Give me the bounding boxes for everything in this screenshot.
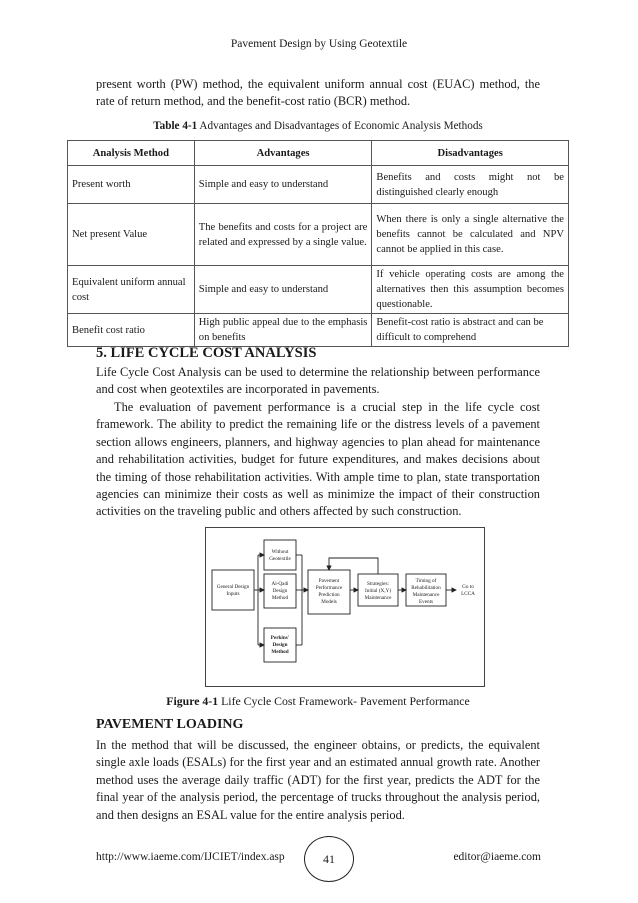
table-caption bbox=[67, 120, 569, 132]
figure-label: Geotextile bbox=[269, 556, 291, 562]
figure-label: Maintenance bbox=[412, 592, 440, 598]
figure-label: Design bbox=[272, 588, 288, 594]
table-cell-disadvantages: When there is only a single alternative the benefits cannot be calculated and NPV cannot be applied in this case. bbox=[372, 204, 569, 266]
footer-url[interactable]: http://www.iaeme.com/IJCIET/index.asp bbox=[96, 851, 285, 863]
section-heading: 5. LIFE CYCLE COST ANALYSIS bbox=[96, 345, 317, 361]
table-cell-method: Net present Value bbox=[68, 204, 195, 266]
table-header-row bbox=[68, 141, 569, 166]
section-paragraph: Life Cycle Cost Analysis can be used to determine the relationship between performance and cost when geotextiles are incorporated in pavements. bbox=[96, 365, 540, 397]
table-cell-method: Present worth bbox=[68, 166, 195, 204]
subsection-paragraph: In the method that will be discussed, the engineer obtains, or predicts, the equivalent single axle loads (ESALs) for the first year and an estimated annual growth rate. Another method uses the average daily traffic (ADT) for the first year, predicts the ADT for the final year of the analysis period, the percentage of trucks throughout the analysis period, and then designs an ESAL value for the entire analysis period. bbox=[96, 738, 540, 822]
table-row bbox=[68, 314, 569, 347]
figure-label: Rehabilitation bbox=[411, 585, 441, 591]
figure-label: Maintenance bbox=[364, 595, 392, 601]
figure-label: Inputs bbox=[226, 591, 240, 597]
figure-label: Perkins' bbox=[270, 635, 290, 641]
table-caption-text: Advantages and Disadvantages of Economic Analysis Methods bbox=[197, 120, 483, 132]
intro-paragraph: present worth (PW) method, the equivalent uniform annual cost (EUAC) method, the rate of return method, and the benefit-cost ratio (BCR) method. bbox=[96, 77, 540, 109]
feedback-arrow bbox=[329, 558, 378, 574]
figure-diagram bbox=[205, 527, 485, 687]
figure-label: Performance bbox=[315, 585, 343, 591]
figure-label: Go to bbox=[462, 584, 474, 590]
figure-caption-label: Figure 4-1 bbox=[166, 694, 219, 708]
footer-email[interactable]: editor@iaeme.com bbox=[453, 851, 541, 863]
column-header: Advantages bbox=[194, 141, 372, 166]
figure-label: Initial (X,Y) bbox=[365, 588, 391, 594]
box-general-design-inputs bbox=[212, 570, 254, 610]
subsection-heading: PAVEMENT LOADING bbox=[96, 717, 244, 732]
table-row bbox=[68, 166, 569, 204]
figure-label: Without bbox=[271, 549, 289, 555]
figure-label: Al-Qadi bbox=[271, 581, 289, 587]
table-cell-disadvantages: Benefit-cost ratio is abstract and can be difficult to comprehend bbox=[372, 314, 569, 347]
table-cell-disadvantages: If vehicle operating costs are among the alternatives then this assumption becomes questionable. bbox=[372, 266, 569, 314]
table-cell-method: Equivalent uniform annual cost bbox=[68, 266, 195, 314]
figure-label: Timing of bbox=[415, 578, 437, 584]
table-cell-advantages: Simple and easy to understand bbox=[194, 166, 372, 204]
box-without-geotextile bbox=[264, 540, 296, 570]
figure-caption bbox=[96, 694, 540, 709]
column-header: Analysis Method bbox=[68, 141, 195, 166]
figure-label: LCCA bbox=[461, 591, 475, 597]
table-caption-label: Table 4-1 bbox=[153, 120, 198, 132]
table-cell-method: Benefit cost ratio bbox=[68, 314, 195, 347]
flow-diagram bbox=[206, 528, 484, 686]
table-row bbox=[68, 204, 569, 266]
table-cell-advantages: The benefits and costs for a project are related and expressed by a single value. bbox=[194, 204, 372, 266]
figure-label: Models bbox=[321, 599, 337, 605]
page-number bbox=[304, 836, 354, 882]
figure-label: Prediction bbox=[318, 592, 340, 598]
running-header: Pavement Design by Using Geotextile bbox=[230, 38, 408, 50]
page-number-text: 41 bbox=[323, 851, 335, 866]
table-cell-advantages: High public appeal due to the emphasis on benefits bbox=[194, 314, 372, 347]
table-cell-advantages: Simple and easy to understand bbox=[194, 266, 372, 314]
figure-label: Strategies: bbox=[367, 581, 389, 587]
figure-label: Method bbox=[271, 649, 289, 655]
figure-caption-text: Life Cycle Cost Framework- Pavement Performance bbox=[218, 694, 470, 708]
section-paragraph: The evaluation of pavement performance is a crucial step in the life cycle cost framework. The ability to predict the remaining life or the distress levels of a pavement section allows engineers, planners, and highway agencies to plan ahead for maintenance and rehabilitation activities, budget for future expenditures, and makes decisions about the timing of those rehabilitation activities. With ample time to plan, state transportation agencies can minimize their costs as well as minimize the impact of their construction activities on the traveling public and others affected by such construction. bbox=[96, 400, 540, 519]
figure-label: General Design bbox=[216, 584, 250, 590]
column-header: Disadvantages bbox=[372, 141, 569, 166]
figure-label: Design bbox=[272, 642, 288, 648]
figure-label: Pavement bbox=[318, 578, 340, 584]
economic-methods-table bbox=[67, 140, 569, 347]
table-row bbox=[68, 266, 569, 314]
figure-label: Method bbox=[271, 595, 289, 601]
table-cell-disadvantages: Benefits and costs might not be distinguished clearly enough bbox=[372, 166, 569, 204]
figure-label: Events bbox=[418, 599, 434, 605]
